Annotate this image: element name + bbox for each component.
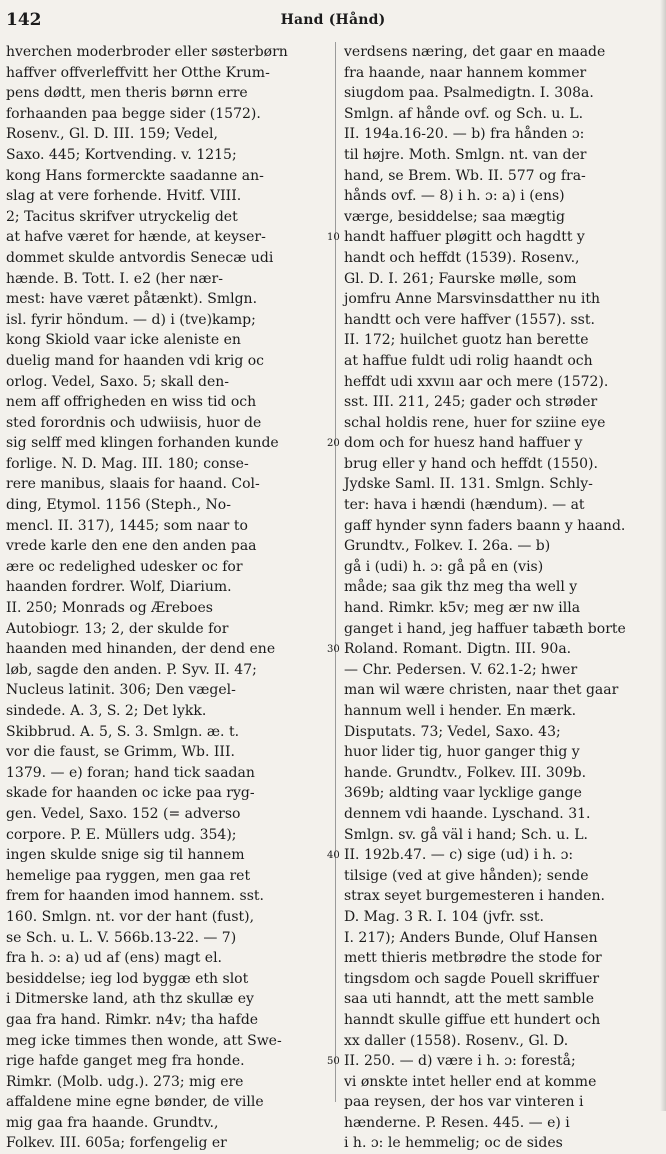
page-number: 142 [6,10,42,30]
margin-line-number: 50 [327,1056,340,1068]
text-line: dommet skulde antvordis Senecæ udi [6,249,274,266]
right-column [344,42,662,1152]
text-line: 160. Smlgn. nt. vor der hant (fust), [6,908,255,925]
text-line: pens dødtt, men theris børnn erre [6,85,248,102]
text-line: handt haffuer pløgitt och hagdtt y [344,229,585,246]
text-line: II. 194a.16-20. — b) fra hånden ɔ: [344,126,585,143]
text-line: Folkev. III. 605a; forfengelig er [6,1135,227,1152]
text-line: i h. ɔ: le hemmelig; oc de sides [344,1135,563,1152]
text-line: hannum well i hender. En mærk. [344,703,577,719]
text-line: duelig mand for haanden vdi krig oc [6,352,265,369]
text-line: — Chr. Pedersen. V. 62.1-2; hwer [344,661,578,678]
text-line: Disputats. 73; Vedel, Saxo. 43; [344,723,561,740]
text-line: besiddelse; ieg lod byggæ eth slot [6,970,249,987]
text-line: rige hafde ganget meg fra honde. [6,1053,245,1070]
text-line: mig gaa fra haande. Grundtv., [6,1114,219,1131]
margin-line-number: 30 [327,644,340,656]
margin-line-number: 20 [327,438,340,450]
text-line: hand, se Brem. Wb. II. 577 og fra- [344,167,586,184]
text-line: Gl. D. I. 261; Faurske mølle, som [344,270,577,287]
text-line: ganget i hand, jeg haffuer tabæth borte [344,620,626,637]
text-line: orlog. Vedel, Saxo. 5; skall den- [6,373,230,390]
text-line: hænderne. P. Resen. 445. — e) i [344,1114,570,1131]
text-line: mett thieris metbrødre the stode for [344,950,602,967]
margin-line-number: 40 [327,850,340,862]
text-line: dennem vdi haande. Lyschand. 31. [344,805,591,822]
text-line: fra haande, naar hannem kommer [344,64,587,81]
running-head: Hand (Hånd) [280,12,386,28]
text-line: hverchen moderbroder eller søsterbørn [6,44,288,60]
text-line: I. 217); Anders Bunde, Oluf Hansen [344,929,598,946]
text-line: skade for haanden oc icke paa ryg- [6,785,255,802]
text-line: mencl. II. 317), 1445; som naar to [6,517,248,534]
text-line: Roland. Romant. Digtn. III. 90a. [344,641,572,658]
text-line: Nucleus latinit. 306; Den vægel- [6,682,236,699]
text-line: ære oc redelighed udesker oc for [6,558,243,575]
text-line: strax seyet burgemesteren i handen. [344,888,605,905]
text-line: fra h. ɔ: a) ud af (ens) magt el. [6,950,222,967]
text-line: slag at vere forhende. Hvitf. VIII. [6,188,242,205]
text-line: corpore. P. E. Müllers udg. 354); [6,826,237,843]
text-line: II. 172; huilchet guotz han berette [344,332,589,349]
text-line: huor lider tig, huor ganger thig y [344,744,580,761]
text-line: man wil wære christen, naar thet gaar [344,682,619,699]
text-line: paa reysen, der hos var vinteren i [344,1094,584,1111]
text-line: ingen skulde snige sig til hannem [6,847,245,864]
text-line: haanden med hinanden, der dend ene [6,641,276,658]
text-line: affaldene mine egne bønder, de ville [6,1094,264,1111]
text-line: forhaanden paa begge sider (1572). [6,105,261,122]
page-edge-shadow [660,0,666,1111]
text-line: brug eller y hand och heffdt (1550). [344,455,598,472]
text-line: handtt och vere haffver (1557). sst. [344,311,595,328]
text-line: måde; saa gik thz meg tha well y [344,579,578,596]
text-line: II. 250; Monrads og Æreboes [6,600,213,617]
text-line: rere manibus, slaais for haand. Col- [6,476,260,493]
text-line: nem aff offrigheden en wiss tid och [6,394,257,411]
text-line: meg icke timmes then wonde, att Swe- [6,1032,282,1049]
text-line: schal holdis rene, huer for sziine eye [344,414,606,431]
text-line: gaff hynder synn faders baann y haand. [344,517,626,534]
text-line: hånds ovf. — 8) i h. ɔ: a) i (ens) [344,188,565,205]
text-line: se Sch. u. L. V. 566b.13-22. — 7) [6,929,237,946]
text-line: gen. Vedel, Saxo. 152 (= adverso [6,805,241,822]
text-line: dom och for huesz hand haffuer y [344,435,583,452]
text-line: sted forordnis och udwiisis, huor de [6,414,262,431]
text-line: 369b; aldting vaar lycklige gange [344,785,582,802]
text-line: hande. Grundtv., Folkev. III. 309b. [344,764,587,781]
text-line: Autobiogr. 13; 2, der skulde for [6,620,229,637]
text-line: vor die faust, se Grimm, Wb. III. [6,744,235,761]
text-line: til højre. Moth. Smlgn. nt. van der [344,146,587,163]
text-line: sindede. A. 3, S. 2; Det lykk. [6,703,207,719]
text-line: hand. Rimkr. k5v; meg ær nw illa [344,600,581,617]
text-line: værge, besiddelse; saa mægtig [344,208,565,225]
text-line: Smlgn. sv. gå väl i hand; Sch. u. L. [344,826,588,843]
text-line: frem for haanden imod hannem. sst. [6,888,264,905]
column-rule [335,42,336,1102]
text-line: gaa fra hand. Rimkr. n4v; tha hafde [6,1011,259,1028]
text-line: gå i (udi) h. ɔ: gå på en (vis) [344,558,544,575]
text-line: Rosenv., Gl. D. III. 159; Vedel, [6,126,218,143]
left-column [6,42,328,1152]
text-line: kong Skiold vaar icke aleniste en [6,332,241,349]
text-line: D. Mag. 3 R. I. 104 (jvfr. sst. [344,908,544,925]
text-line: II. 192b.47. — c) sige (ud) i h. ɔ: [344,847,574,864]
text-line: vi ønskte intet heller end at komme [344,1073,597,1090]
text-line: Jydske Saml. II. 131. Smlgn. Schly- [344,476,593,493]
text-line: mest: have været påtænkt). Smlgn. [6,291,258,308]
text-line: siugdom paa. Psalmedigtn. I. 308a. [344,85,594,102]
text-line: Grundtv., Folkev. I. 26a. — b) [344,538,551,555]
text-line: vrede karle den ene den anden paa [6,538,257,555]
text-line: isl. fyrir höndum. — d) i (tve)kamp; [6,311,256,328]
text-line: verdsens næring, det gaar en maade [344,44,606,60]
text-line: Rimkr. (Molb. udg.). 273; mig ere [6,1073,244,1090]
text-line: forlige. N. D. Mag. III. 180; conse- [6,455,249,472]
text-line: løb, sagde den anden. P. Syv. II. 47; [6,661,257,678]
text-line: at hafve været for hænde, at keyser- [6,229,266,246]
text-line: hanndt skulle giffue ett hundert och [344,1011,601,1028]
text-line: heffdt udi xxvııı aar och mere (1572). [344,373,609,390]
text-line: hemelige paa ryggen, men gaa ret [6,867,251,884]
text-line: tilsige (ved at give hånden); sende [344,867,589,884]
text-line: at haffue fuldt udi rolig haandt och [344,352,593,369]
margin-line-number: 10 [327,232,340,244]
text-line: sst. III. 211, 245; gader och strøder [344,394,598,411]
text-line: saa uti hanndt, att the mett samble [344,991,595,1008]
text-line: i Ditmerske land, ath thz skullæ ey [6,991,254,1008]
text-line: 1379. — e) foran; hand tick saadan [6,764,255,781]
page-header [0,8,666,38]
text-line: II. 250. — d) være i h. ɔ: forestå; [344,1053,576,1070]
text-line: sig selff med klingen forhanden kunde [6,435,279,452]
text-line: xx daller (1558). Rosenv., Gl. D. [344,1032,569,1049]
text-line: haffver offverleffvitt her Otthe Krum- [6,64,270,81]
text-line: hænde. B. Tott. I. e2 (her nær- [6,270,223,287]
text-line: jomfru Anne Marsvinsdatther nu ith [344,291,601,308]
text-line: kong Hans formerckte saadanne an- [6,167,264,184]
text-line: haanden fordrer. Wolf, Diarium. [6,579,232,596]
text-line: Saxo. 445; Kortvending. v. 1215; [6,146,237,163]
text-line: tingsdom och sagde Pouell skriffuer [344,970,600,987]
text-line: Skibbrud. A. 5, S. 3. Smlgn. æ. t. [6,723,240,740]
text-line: Smlgn. af hånde ovf. og Sch. u. L. [344,105,584,122]
text-line: 2; Tacitus skrifver utryckelig det [6,208,238,225]
text-line: handt och heffdt (1539). Rosenv., [344,249,580,266]
text-line: ter: hava i hændi (hændum). — at [344,497,585,514]
text-line: ding, Etymol. 1156 (Steph., No- [6,497,231,514]
